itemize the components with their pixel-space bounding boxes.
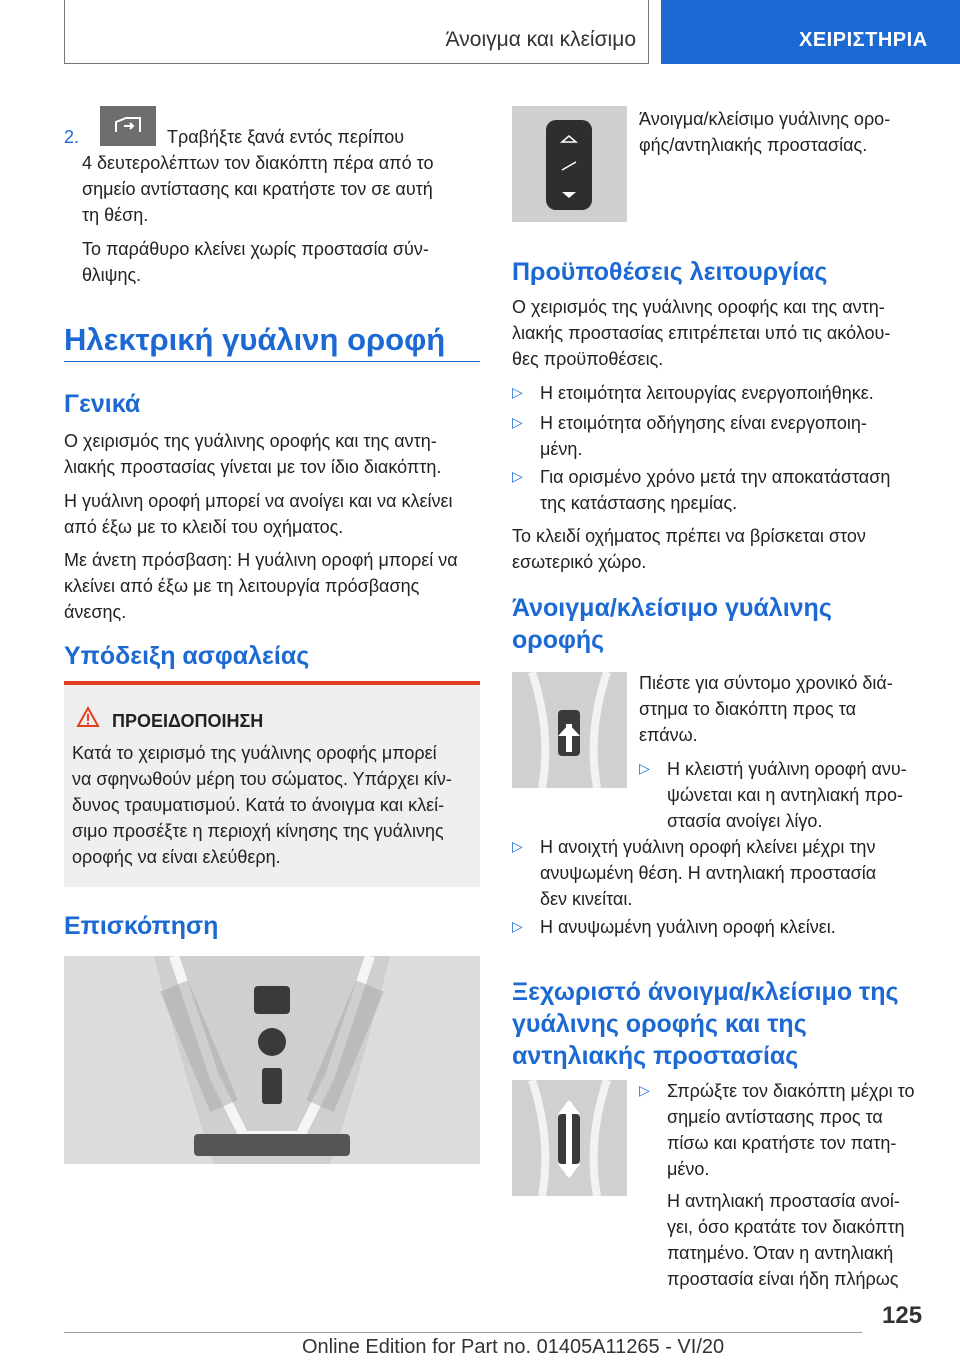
general-text: από έξω με το κλειδί του οχήματος. — [64, 517, 344, 537]
general-text: Με άνετη πρόσβαση: Η γυάλινη οροφή μπορεί να — [64, 550, 458, 570]
heading-prereq: Προϋποθέσεις λειτουργίας — [512, 258, 828, 286]
warning-text: δυνος τραυματισμού. Κατά το άνοιγμα και κλεί- — [72, 795, 445, 815]
openclose-bullet: ψώνεται και η αντηλιακή προ- — [667, 785, 903, 805]
general-text: Η γυάλινη οροφή μπορεί να ανοίγει και να κλείνει — [64, 491, 453, 511]
step-text-1: Τραβήξτε ξανά εντός περίπου — [167, 127, 405, 147]
warning-text: σιμο προσέξτε η περιοχή κίνησης της γυάλινης — [72, 821, 444, 841]
switch-up-photo — [512, 672, 627, 788]
chapter-tab-label: ΧΕΙΡΙΣΤΗΡΙΑ — [799, 29, 928, 51]
openclose-bullet: ανυψωμένη θέση. Η αντηλιακή προστασία — [540, 863, 877, 883]
section-title: Άνοιγμα και κλείσιμο — [445, 28, 636, 51]
separate-bullet: Σπρώξτε τον διακόπτη μέχρι το — [667, 1081, 915, 1101]
step-note-2: θλιψης. — [82, 265, 142, 285]
separate-note: προστασία είναι ήδη πλήρως — [667, 1269, 899, 1289]
heading-general: Γενικά — [64, 390, 141, 418]
openclose-bullet: Η ανυψωμένη γυάλινη οροφή κλείνει. — [540, 917, 836, 937]
step-text-3: σημείο αντίστασης και κρατήστε τον σε αυτή — [82, 179, 433, 199]
prereq-bullet: Η ετοιμότητα λειτουργίας ενεργοποιήθηκε. — [540, 383, 874, 403]
openclose-bullet: Η κλειστή γυάλινη οροφή ανυ- — [667, 759, 907, 779]
separate-bullet: σημείο αντίστασης προς τα — [667, 1107, 883, 1127]
roof-switch-photo — [512, 106, 627, 222]
openclose-bullet: δεν κινείται. — [540, 889, 633, 909]
warning-icon — [76, 706, 100, 733]
window-switch-icon — [100, 106, 156, 146]
openclose-text: επάνω. — [639, 725, 698, 745]
heading-separate: γυάλινης οροφής και της — [512, 1010, 807, 1038]
step-text-4: τη θέση. — [82, 205, 149, 225]
bullet-triangle-icon: ▷ — [512, 468, 523, 484]
warning-text: να σφηνωθούν μέρη του σώματος. Υπάρχει κίν- — [72, 769, 452, 789]
bullet-triangle-icon: ▷ — [639, 1082, 650, 1098]
warning-text: Κατά το χειρισμό της γυάλινης οροφής μπορεί — [72, 743, 437, 763]
heading-safety: Υπόδειξη ασφαλείας — [64, 642, 310, 670]
prereq-text: θες προϋποθέσεις. — [512, 349, 664, 369]
openclose-bullet: στασία ανοίγει λίγο. — [667, 811, 823, 831]
general-text: λιακής προστασίας γίνεται με τον ίδιο διακόπτη. — [64, 457, 442, 477]
bullet-triangle-icon: ▷ — [639, 760, 650, 776]
footer-divider — [64, 1332, 862, 1333]
step-number: 2. — [64, 127, 80, 147]
step-note-1: Το παράθυρο κλείνει χωρίς προστασία σύν- — [82, 239, 429, 259]
warning-text: οροφής να είναι ελεύθερη. — [72, 847, 281, 867]
chapter-tab[interactable] — [661, 0, 960, 64]
prereq-bullet: Η ετοιμότητα οδήγησης είναι ενεργοποιη- — [540, 413, 867, 433]
openclose-text: Πιέστε για σύντομο χρονικό διά- — [639, 673, 893, 693]
general-text: Ο χειρισμός της γυάλινης οροφής και της αντη- — [64, 431, 437, 451]
separate-note: πατημένο. Όταν η αντηλιακή — [667, 1243, 894, 1263]
heading-openclose: οροφής — [512, 626, 605, 654]
overview-photo — [64, 956, 480, 1164]
switch-caption: φής/αντηλιακής προστασίας. — [639, 135, 868, 155]
footer-edition: Online Edition for Part no. 01405A11265 - VI/20 — [302, 1336, 725, 1358]
bullet-triangle-icon: ▷ — [512, 414, 523, 430]
prereq-text: εσωτερικό χώρο. — [512, 552, 647, 572]
page-title: Ηλεκτρική γυάλινη οροφή — [64, 322, 446, 357]
bullet-triangle-icon: ▷ — [512, 918, 523, 934]
switch-caption: Άνοιγμα/κλείσιμο γυάλινης ορο- — [639, 109, 891, 129]
separate-bullet: μένο. — [667, 1159, 710, 1179]
separate-note: Η αντηλιακή προστασία ανοί- — [667, 1191, 900, 1211]
title-underline — [64, 361, 480, 362]
heading-openclose: Άνοιγμα/κλείσιμο γυάλινης — [512, 594, 832, 622]
page-number: 125 — [882, 1302, 923, 1329]
openclose-text: στημα το διακόπτη προς τα — [639, 699, 856, 719]
separate-note: γει, όσο κρατάτε τον διακόπτη — [667, 1217, 905, 1237]
prereq-bullet: της κατάστασης ηρεμίας. — [540, 493, 738, 513]
prereq-bullet: μένη. — [540, 439, 583, 459]
prereq-text: Ο χειρισμός της γυάλινης οροφής και της αντη- — [512, 297, 885, 317]
prereq-text: Το κλειδί οχήματος πρέπει να βρίσκεται στον — [512, 526, 866, 546]
bullet-triangle-icon: ▷ — [512, 838, 523, 854]
separate-bullet: πίσω και κρατήστε τον πατη- — [667, 1133, 897, 1153]
general-text: άνεσης. — [64, 602, 127, 622]
warning-title: ΠΡΟΕΙΔΟΠΟΙΗΣΗ — [112, 711, 264, 731]
heading-separate: Ξεχωριστό άνοιγμα/κλείσιμο της — [512, 978, 899, 1006]
heading-separate: αντηλιακής προστασίας — [512, 1042, 799, 1070]
general-text: κλείνει από έξω με τη λειτουργία πρόσβασης — [64, 576, 420, 596]
prereq-bullet: Για ορισμένο χρόνο μετά την αποκατάσταση — [540, 467, 891, 487]
switch-back-photo — [512, 1080, 627, 1196]
header-box — [64, 0, 649, 64]
step-text-2: 4 δευτερολέπτων τον διακόπτη πέρα από το — [82, 153, 434, 173]
openclose-bullet: Η ανοιχτή γυάλινη οροφή κλείνει μέχρι την — [540, 837, 876, 857]
prereq-text: λιακής προστασίας επιτρέπεται υπό τις ακόλου- — [512, 323, 891, 343]
heading-overview: Επισκόπηση — [64, 912, 219, 940]
bullet-triangle-icon: ▷ — [512, 384, 523, 400]
